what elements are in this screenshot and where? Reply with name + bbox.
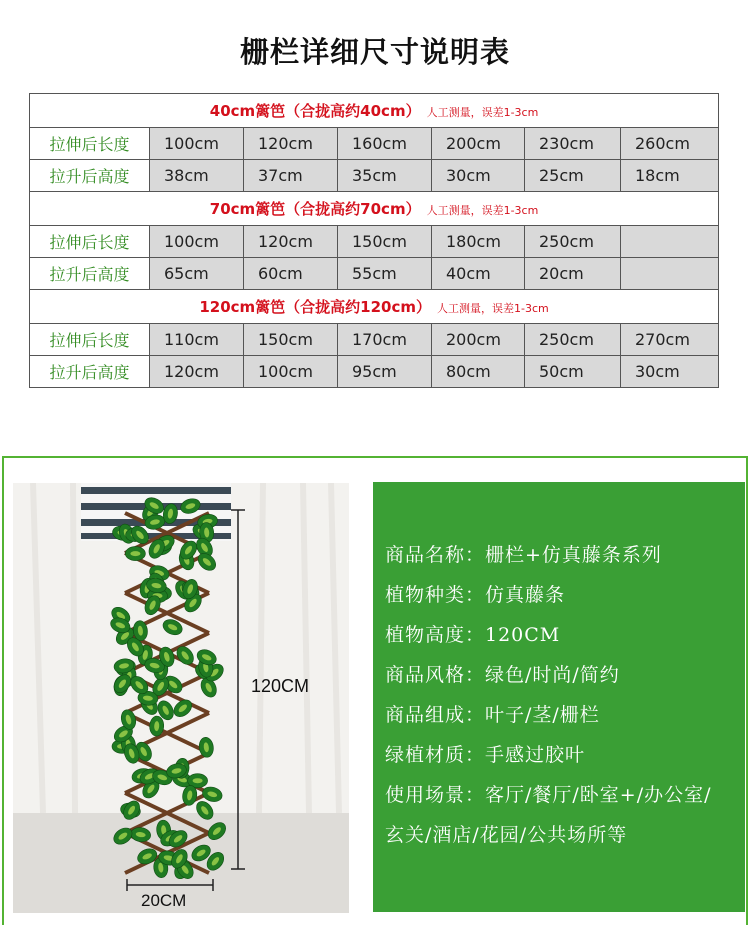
section-heading bbox=[30, 290, 719, 324]
page-title: 栅栏详细尺寸说明表 bbox=[239, 35, 510, 69]
size-cell: 40cm bbox=[432, 258, 525, 290]
section-title: 70cm篱笆（合拢高约70cm） bbox=[209, 200, 421, 218]
table-row bbox=[30, 356, 719, 388]
size-cell: 30cm bbox=[432, 160, 525, 192]
section-heading bbox=[30, 94, 719, 128]
row-label: 拉伸后长度 bbox=[30, 324, 150, 356]
width-dimension-label: 20CM bbox=[141, 891, 187, 910]
section-title: 40cm篱笆（合拢高约40cm） bbox=[209, 102, 421, 120]
size-cell: 120cm bbox=[150, 356, 244, 388]
size-table bbox=[29, 93, 719, 388]
section-title: 120cm篱笆（合拢高约120cm） bbox=[199, 298, 432, 316]
measurement-note: 人工测量，误差1-3cm bbox=[426, 204, 539, 217]
table-row bbox=[30, 226, 719, 258]
row-label: 拉伸后长度 bbox=[30, 226, 150, 258]
size-cell: 100cm bbox=[150, 128, 244, 160]
size-cell: 160cm bbox=[338, 128, 432, 160]
size-cell: 110cm bbox=[150, 324, 244, 356]
size-cell: 95cm bbox=[338, 356, 432, 388]
size-cell: 100cm bbox=[244, 356, 338, 388]
info-line-parts: 商品组成：叶子/茎/栅栏 bbox=[385, 704, 600, 726]
section-heading bbox=[30, 192, 719, 226]
size-cell: 50cm bbox=[525, 356, 621, 388]
product-info-panel bbox=[373, 482, 745, 912]
measurement-note: 人工测量，误差1-3cm bbox=[437, 302, 549, 315]
size-cell: 20cm bbox=[525, 258, 621, 290]
size-cell: 170cm bbox=[338, 324, 432, 356]
size-cell: 230cm bbox=[525, 128, 621, 160]
info-line-height: 植物高度：120CM bbox=[385, 624, 561, 646]
size-cell: 35cm bbox=[338, 160, 432, 192]
size-cell: 150cm bbox=[244, 324, 338, 356]
row-label: 拉伸后长度 bbox=[30, 128, 150, 160]
table-row bbox=[30, 258, 719, 290]
size-cell: 150cm bbox=[338, 226, 432, 258]
size-cell: 100cm bbox=[150, 226, 244, 258]
size-cell: 65cm bbox=[150, 258, 244, 290]
size-cell: 200cm bbox=[432, 128, 525, 160]
info-line-name: 商品名称：栅栏+仿真藤条系列 bbox=[385, 544, 662, 566]
size-cell: 120cm bbox=[244, 128, 338, 160]
size-cell: 38cm bbox=[150, 160, 244, 192]
row-label: 拉升后高度 bbox=[30, 258, 150, 290]
size-cell: 25cm bbox=[525, 160, 621, 192]
height-dimension-label: 120CM bbox=[251, 676, 310, 696]
info-line-style: 商品风格：绿色/时尚/简约 bbox=[385, 664, 620, 686]
size-cell: 120cm bbox=[244, 226, 338, 258]
size-cell: 37cm bbox=[244, 160, 338, 192]
size-cell: 30cm bbox=[621, 356, 719, 388]
row-label: 拉升后高度 bbox=[30, 356, 150, 388]
size-cell bbox=[621, 258, 719, 290]
size-cell: 18cm bbox=[621, 160, 719, 192]
size-cell bbox=[621, 226, 719, 258]
table-row bbox=[30, 128, 719, 160]
size-cell: 60cm bbox=[244, 258, 338, 290]
size-cell: 200cm bbox=[432, 324, 525, 356]
table-row bbox=[30, 324, 719, 356]
info-line-plant-type: 植物种类：仿真藤条 bbox=[385, 584, 566, 606]
info-line-usage: 使用场景：客厅/餐厅/卧室+/办公室/ bbox=[385, 784, 712, 806]
product-photo bbox=[13, 483, 349, 913]
row-label: 拉升后高度 bbox=[30, 160, 150, 192]
size-cell: 250cm bbox=[525, 324, 621, 356]
size-cell: 80cm bbox=[432, 356, 525, 388]
trellis-illustration bbox=[13, 483, 349, 913]
info-line-usage-cont: 玄关/酒店/花园/公共场所等 bbox=[385, 824, 628, 846]
size-cell: 55cm bbox=[338, 258, 432, 290]
table-row bbox=[30, 160, 719, 192]
measurement-note: 人工测量，误差1-3cm bbox=[426, 106, 539, 119]
size-cell: 250cm bbox=[525, 226, 621, 258]
size-cell: 270cm bbox=[621, 324, 719, 356]
size-cell: 260cm bbox=[621, 128, 719, 160]
info-line-material: 绿植材质：手感过胶叶 bbox=[385, 744, 586, 766]
size-cell: 180cm bbox=[432, 226, 525, 258]
